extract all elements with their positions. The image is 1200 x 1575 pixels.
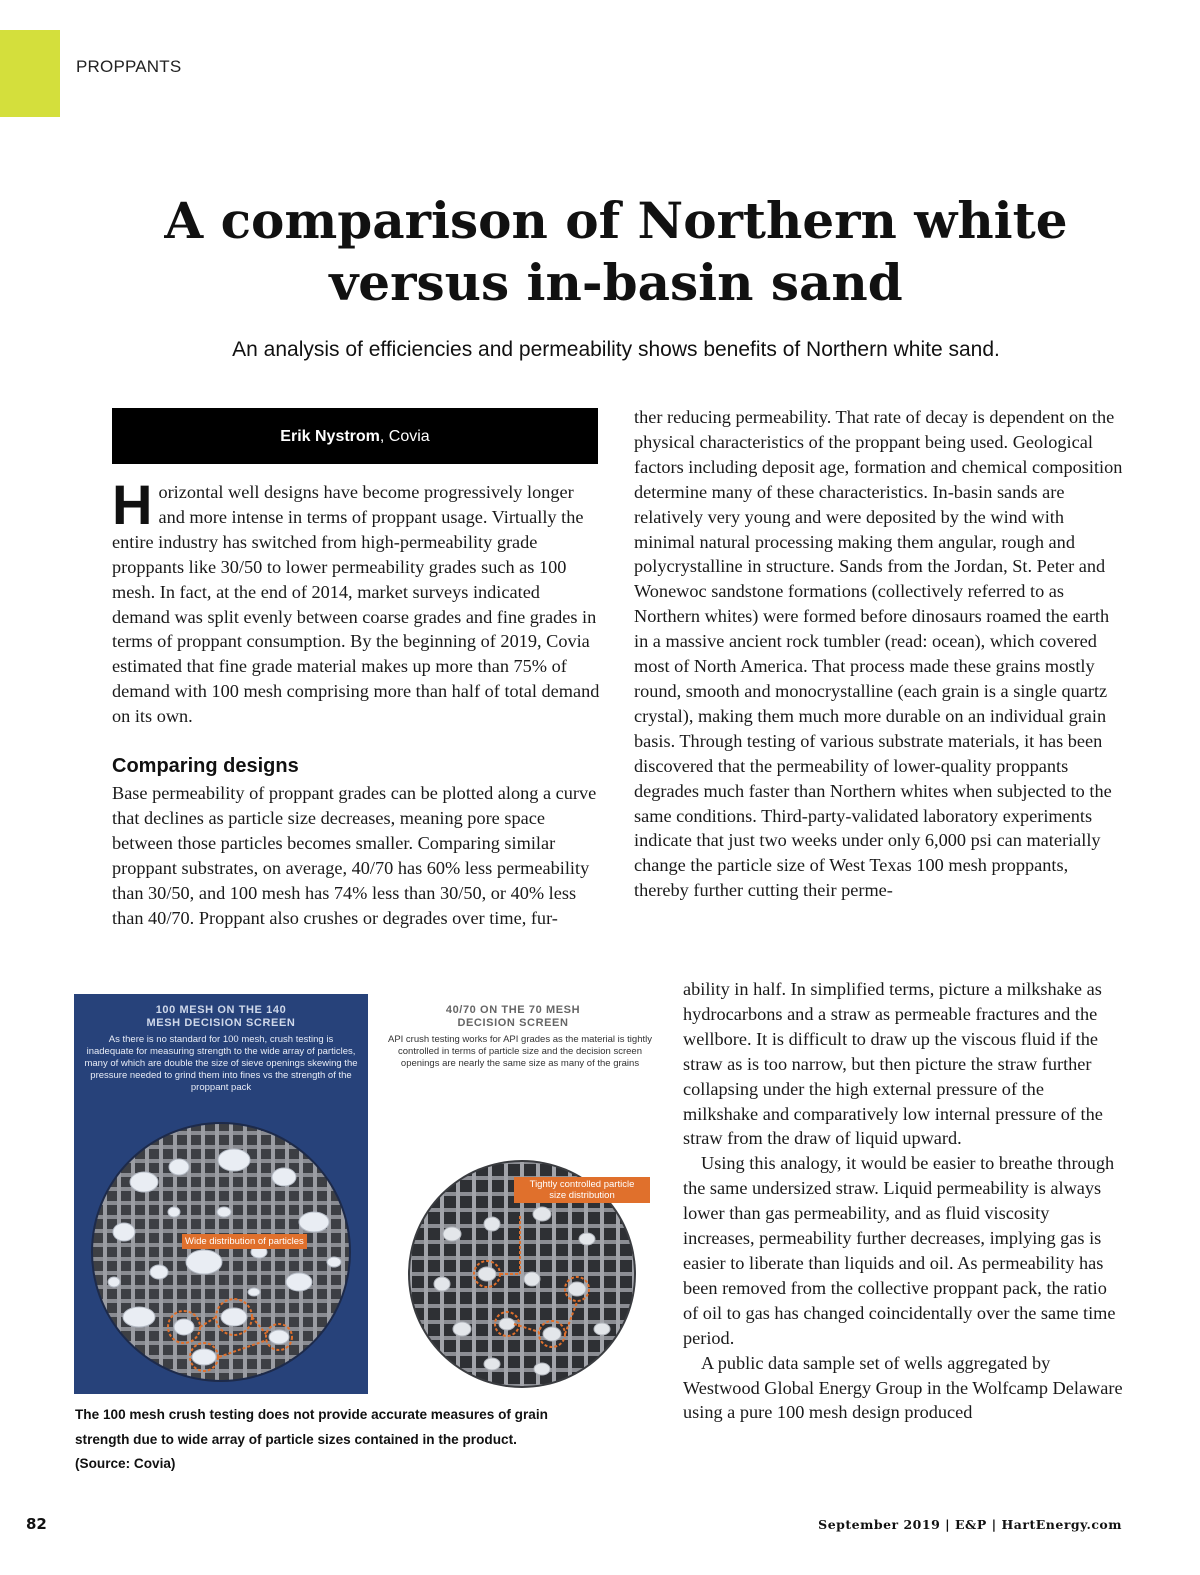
author-name: Erik Nystrom [280, 428, 380, 445]
title-line-1: A comparison of Northern white [164, 191, 1068, 250]
figure-caption [75, 1403, 645, 1477]
author-affiliation: , Covia [379, 428, 430, 445]
panel-description-40-70: API crush testing works for API grades as the material is tightly controlled in terms of particle size and the decision screen openings are nearly the same size as many of the grains [387, 1034, 652, 1069]
callout-tightly-controlled [514, 1177, 650, 1203]
figure-panel-40-70-mesh [374, 994, 652, 1394]
panel-heading-line-2: DECISION SCREEN [457, 1017, 569, 1029]
sieve-image-100-mesh [84, 1112, 359, 1392]
intro-paragraph [112, 473, 602, 729]
body-paragraph-milkshake: ability in half. In simplified terms, picture a milkshake as hydrocarbons and a straw as permeable fractures and the wellbore. It is difficult to draw up the viscous fluid if the straw as is too narrow, but then picture the straw further collapsing under the high external pressure of the milkshake and comparatively low internal pressure of the straw from the draw of liquid upward. [683, 979, 1103, 1149]
panel-heading-40-70 [374, 1004, 652, 1030]
section-color-tab [0, 30, 60, 117]
column-right-top [634, 405, 1124, 903]
article-title [100, 190, 1132, 314]
caption-line-2: strength due to wide array of particle sizes contained in the product. [75, 1431, 517, 1447]
panel-heading-line-2: MESH DECISION SCREEN [146, 1017, 296, 1029]
title-line-2: versus in-basin sand [329, 253, 903, 312]
section-label: PROPPANTS [76, 57, 182, 76]
subhead-comparing-designs: Comparing designs [112, 755, 299, 778]
body-paragraph-continued: ther reducing permeability. That rate of decay is dependent on the physical characteristics of the proppant being used. Geological factors including deposit age, formation and chemical composition determine many of these characteristics. In-basin sands are relatively very young and were deposited by the wind with minimal natural processing making them angular, rough and polycrystalline in structure. Sands from the Jordan, St. Peter and Wonewoc sandstone formations (collectively referred to as Northern whites) were formed before dinosaurs roamed the earth in a massive ancient rock tumbler (read: ocean), which covered most of North America. That process made these grains mostly round, smooth and monocrystalline (each grain is a single quartz crystal), making them much more durable on an individual grain basis. Through testing of various substrate materials, it has been discovered that the permeability of lower-quality proppants degrades much faster than Northern whites when subjected to the same conditions. Third-party-validated laboratory experiments indicate that just two weeks under only 6,000 psi can materially change the particle size of West Texas 100 mesh proppants, thereby further cutting their perme- [634, 407, 1123, 901]
sand-comparison-figure [74, 994, 652, 1394]
column-left [112, 473, 602, 931]
page-number: 82 [26, 1515, 47, 1533]
panel-description-100-mesh: As there is no standard for 100 mesh, crush testing is inadequate for measuring strength to the wide array of particles, many of which are double the size of sieve openings skewing the pressure needed to grind them into fines vs the strength of the proppant pack [84, 1034, 358, 1093]
body-paragraph-westwood: A public data sample set of wells aggregated by Westwood Global Energy Group in the Wolfcamp Delaware using a pure 100 mesh design produced [683, 1352, 1123, 1423]
column-right-bottom [683, 977, 1123, 1425]
caption-line-1: The 100 mesh crush testing does not provide accurate measures of grain [75, 1407, 548, 1422]
panel-heading-line-1: 100 MESH ON THE 140 [155, 1004, 287, 1016]
figure-panel-100-mesh [74, 994, 368, 1394]
callout-wide-distribution: Wide distribution of particles [182, 1234, 307, 1249]
body-paragraph-analogy: Using this analogy, it would be easier to breathe through the same undersized straw. Liquid permeability is always lower than gas permeability, and as fluid viscosity increases, permeability further decreases, implying gas is easier to liberate than liquids and oil. As permeability has been removed from the collective proppant pack, the ratio of oil to gas has changed coincidentally over the same time period. [683, 1153, 1116, 1348]
drop-cap: H [112, 473, 153, 536]
comparing-paragraph: Base permeability of proppant grades can be plotted along a curve that declines as particle size decreases, meaning pore space between those particles becomes smaller. Comparing similar proppant substrates, on average, 40/70 has 60% less permeability than 30/50, and 100 mesh has 74% less than 30/50, or 40% less than 40/70. Proppant also crushes or degrades over time, fur- [112, 783, 597, 928]
intro-text: orizontal well designs have become progressively longer and more intense in terms of proppant usage. Virtually the entire industry has switched from high-permeability grade proppants like 30/50 to lower permeability grades such as 100 mesh. In fact, at the end of 2014, market surveys indicated demand was split evenly between coarse grades and fine grades in terms of proppant consumption. By the beginning of 2019, Covia estimated that fine grade material makes up more than 75% of demand with 100 mesh comprising more than half of total demand on its own. [112, 482, 600, 727]
callout-line-2: size distribution [549, 1190, 615, 1201]
panel-heading-line-1: 40/70 ON THE 70 MESH [445, 1004, 581, 1016]
panel-heading-100-mesh [74, 1004, 368, 1030]
article-subtitle: An analysis of efficiencies and permeability shows benefits of Northern white sand. [232, 338, 1000, 361]
byline-bar [112, 408, 598, 464]
caption-source: (Source: Covia) [75, 1456, 176, 1471]
footer-publication: September 2019 | E&P | HartEnergy.com [818, 1517, 1122, 1532]
callout-line-1: Tightly controlled particle [529, 1179, 635, 1190]
